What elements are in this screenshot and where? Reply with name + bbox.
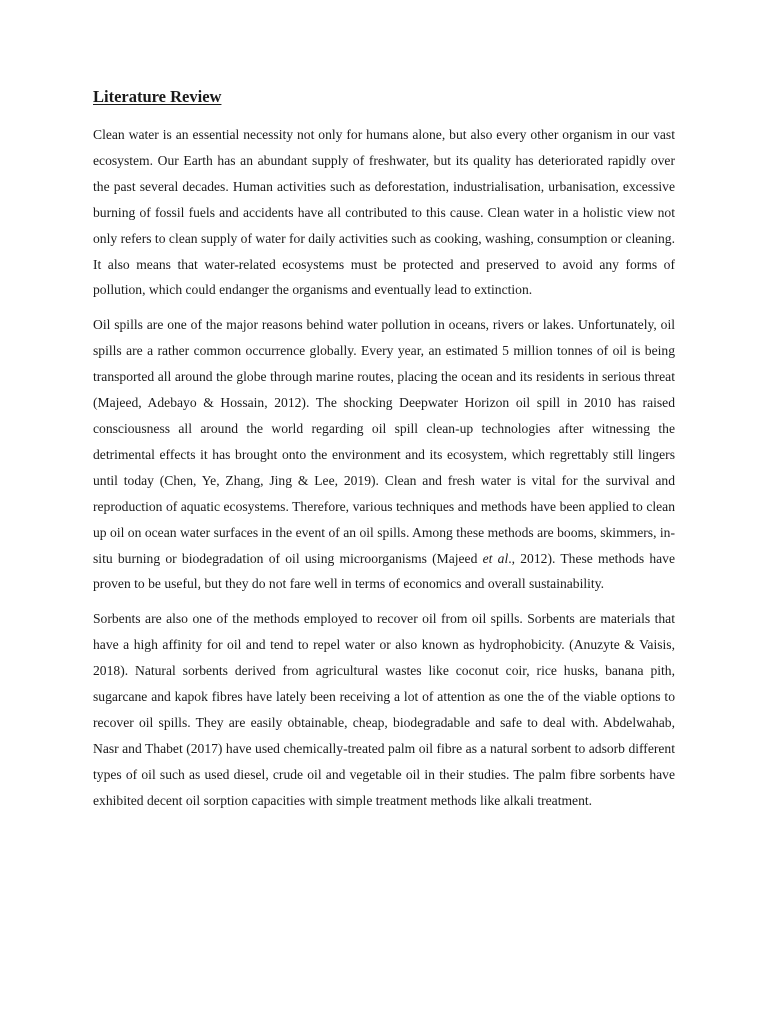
paragraph-clean-water: Clean water is an essential necessity not only for humans alone, but also every other organism in our vast ecosystem. Our Earth has an abundant supply of freshwater, but its quality has deteriorated rapidly over the past several decades. Human activities such as deforestation, industrialisation, urbanisation, excessive burning of fossil fuels and accidents have all contributed to this cause. Clean water in a holistic view not only refers to clean supply of water for daily activities such as cooking, washing, consumption or cleaning. It also means that water-related ecosystems must be protected and preserved to avoid any forms of pollution, which could endanger the organisms and eventually lead to extinction. <box>93 127 675 298</box>
document-page <box>93 86 675 823</box>
section-heading: Literature Review <box>93 87 222 106</box>
paragraph-sorbents: Sorbents are also one of the methods employed to recover oil from oil spills. Sorbents are materials that have a high affinity for oil and tend to repel water or also known as hydrophobicity. (Anuzyte & Vaisis, 2018). Natural sorbents derived from agricultural wastes like coconut coir, rice husks, banana pith, sugarcane and kapok fibres have lately been receiving a lot of attention as one the of the viable options to recover oil spills. They are easily obtainable, cheap, biodegradable and safe to deal with. Abdelwahab, Nasr and Thabet (2017) have used chemically-treated palm oil fibre as a natural sorbent to adsorb different types of oil such as used diesel, crude oil and vegetable oil in their studies. The palm fibre sorbents have exhibited decent oil sorption capacities with simple treatment methods like alkali treatment. <box>93 611 675 808</box>
citation-italic: et al <box>482 550 509 566</box>
paragraph-text: ., 2012). These methods have proven to be useful, but they do not fare well in terms of economics and overall sustainability. <box>93 550 675 592</box>
paragraph-text: Oil spills are one of the major reasons behind water pollution in oceans, rivers or lakes. Unfortunately, oil spills are a rather common occurrence globally. Every year, an estimated 5 million tonnes of oil is being transported all around the globe through marine routes, placing the ocean and its residents in serious threat (Majeed, Adebayo & Hossain, 2012). The shocking Deepwater Horizon oil spill in 2010 has raised consciousness all around the world regarding oil spill clean-up technologies after witnessing the detrimental effects it has brought onto the environment and its ecosystem, which regrettably still lingers until today (Chen, Ye, Zhang, Jing & Lee, 2019). Clean and fresh water is vital for the survival and reproduction of aquatic ecosystems. Therefore, various techniques and methods have been applied to clean up oil on ocean water surfaces in the event of an oil spills. Among these methods are booms, skimmers, in-situ burning or biodegradation of oil using microorganisms (Majeed <box>93 317 675 566</box>
paragraph-oil-spills <box>93 312 675 597</box>
